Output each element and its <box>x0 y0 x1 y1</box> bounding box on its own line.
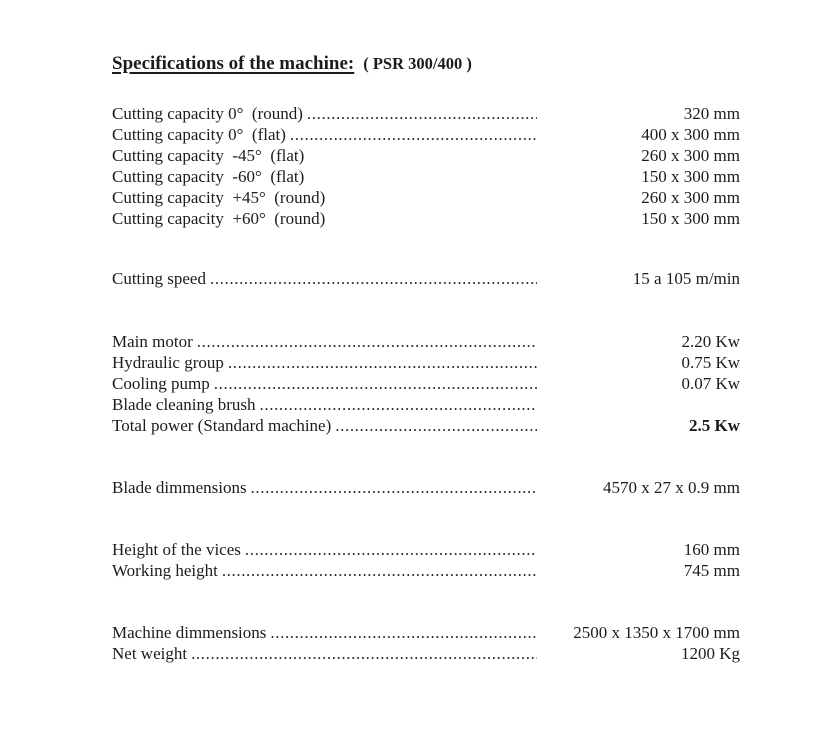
dotted-leader <box>331 415 537 436</box>
spec-label: Cutting capacity 0° (flat) <box>112 125 286 144</box>
dotted-leader <box>266 622 537 643</box>
dotted-leader <box>187 643 537 664</box>
section-heights <box>112 539 740 581</box>
spec-value: 15 a 105 m/min <box>632 269 740 288</box>
spec-row-vices-height <box>112 539 740 560</box>
dotted-leader <box>193 331 537 352</box>
spec-label: Net weight <box>112 644 188 663</box>
spec-row-working-height <box>112 560 740 581</box>
spec-value: 400 x 300 mm <box>641 125 740 144</box>
section-power <box>112 331 740 436</box>
spec-row-cutting-capacity-minus45-flat <box>112 145 740 166</box>
dotted-leader <box>210 373 537 394</box>
spec-value: 160 mm <box>683 540 740 559</box>
dotted-leader <box>303 103 537 124</box>
spec-value: 260 x 300 mm <box>641 188 740 207</box>
spec-row-net-weight <box>112 643 740 664</box>
spec-label: Cutting capacity -60° (flat) <box>112 167 305 186</box>
section-cutting-capacity <box>112 103 740 229</box>
spec-value: 1200 Kg <box>680 644 740 663</box>
spec-row-blade-dimensions <box>112 477 740 498</box>
spec-value: 150 x 300 mm <box>641 167 740 186</box>
document-title-line <box>112 53 740 77</box>
spec-row-cutting-capacity-plus45-round <box>112 187 740 208</box>
spec-label: Machine dimmensions <box>112 623 267 642</box>
spec-label: Cutting speed <box>112 269 206 288</box>
dotted-leader <box>241 539 537 560</box>
spec-label: Cutting capacity +60° (round) <box>112 209 326 228</box>
spec-value: 745 mm <box>683 561 740 580</box>
dotted-leader <box>256 394 537 415</box>
spec-label: Cutting capacity +45° (round) <box>112 188 326 207</box>
spec-label: Cooling pump <box>112 374 210 393</box>
spec-label: Height of the vices <box>112 540 241 559</box>
spec-row-hydraulic-group <box>112 352 740 373</box>
dotted-leader <box>206 268 537 289</box>
spec-row-cutting-capacity-minus60-flat <box>112 166 740 187</box>
spec-row-blade-cleaning-brush <box>112 394 740 415</box>
spec-label: Cutting capacity -45° (flat) <box>112 146 305 165</box>
spec-value: 2.20 Kw <box>681 332 740 351</box>
spec-label: Blade cleaning brush <box>112 395 256 414</box>
spec-row-cutting-capacity-0-flat <box>112 124 740 145</box>
machine-model: ( PSR 300/400 ) <box>363 54 472 73</box>
spec-row-cutting-capacity-0-round <box>112 103 740 124</box>
section-blade-dimensions <box>112 477 740 498</box>
section-machine-dimensions <box>112 622 740 664</box>
spec-label: Hydraulic group <box>112 353 224 372</box>
spec-label: Cutting capacity 0° (round) <box>112 104 303 123</box>
spec-row-cutting-capacity-plus60-round <box>112 208 740 229</box>
spec-label: Blade dimmensions <box>112 478 247 497</box>
document-title: Specifications of the machine: <box>112 53 355 74</box>
spec-value-total-power: 2.5 Kw <box>689 416 740 435</box>
spec-value: 260 x 300 mm <box>641 146 740 165</box>
spec-row-main-motor <box>112 331 740 352</box>
spec-row-cutting-speed <box>112 268 740 289</box>
spec-value: 0.07 Kw <box>681 374 740 393</box>
spec-value: 4570 x 27 x 0.9 mm <box>603 478 740 497</box>
spec-label: Main motor <box>112 332 193 351</box>
spec-value: 2500 x 1350 x 1700 mm <box>573 623 740 642</box>
spec-value: 150 x 300 mm <box>641 209 740 228</box>
spec-row-cooling-pump <box>112 373 740 394</box>
spec-value: 320 mm <box>683 104 740 123</box>
section-cutting-speed <box>112 268 740 289</box>
spec-value: 0.75 Kw <box>681 353 740 372</box>
dotted-leader <box>286 124 537 145</box>
dotted-leader <box>218 560 537 581</box>
spec-label: Total power (Standard machine) <box>112 416 332 435</box>
spec-row-machine-dimensions <box>112 622 740 643</box>
dotted-leader <box>224 352 537 373</box>
spec-label: Working height <box>112 561 218 580</box>
dotted-leader <box>247 477 537 498</box>
spec-row-total-power <box>112 415 740 436</box>
